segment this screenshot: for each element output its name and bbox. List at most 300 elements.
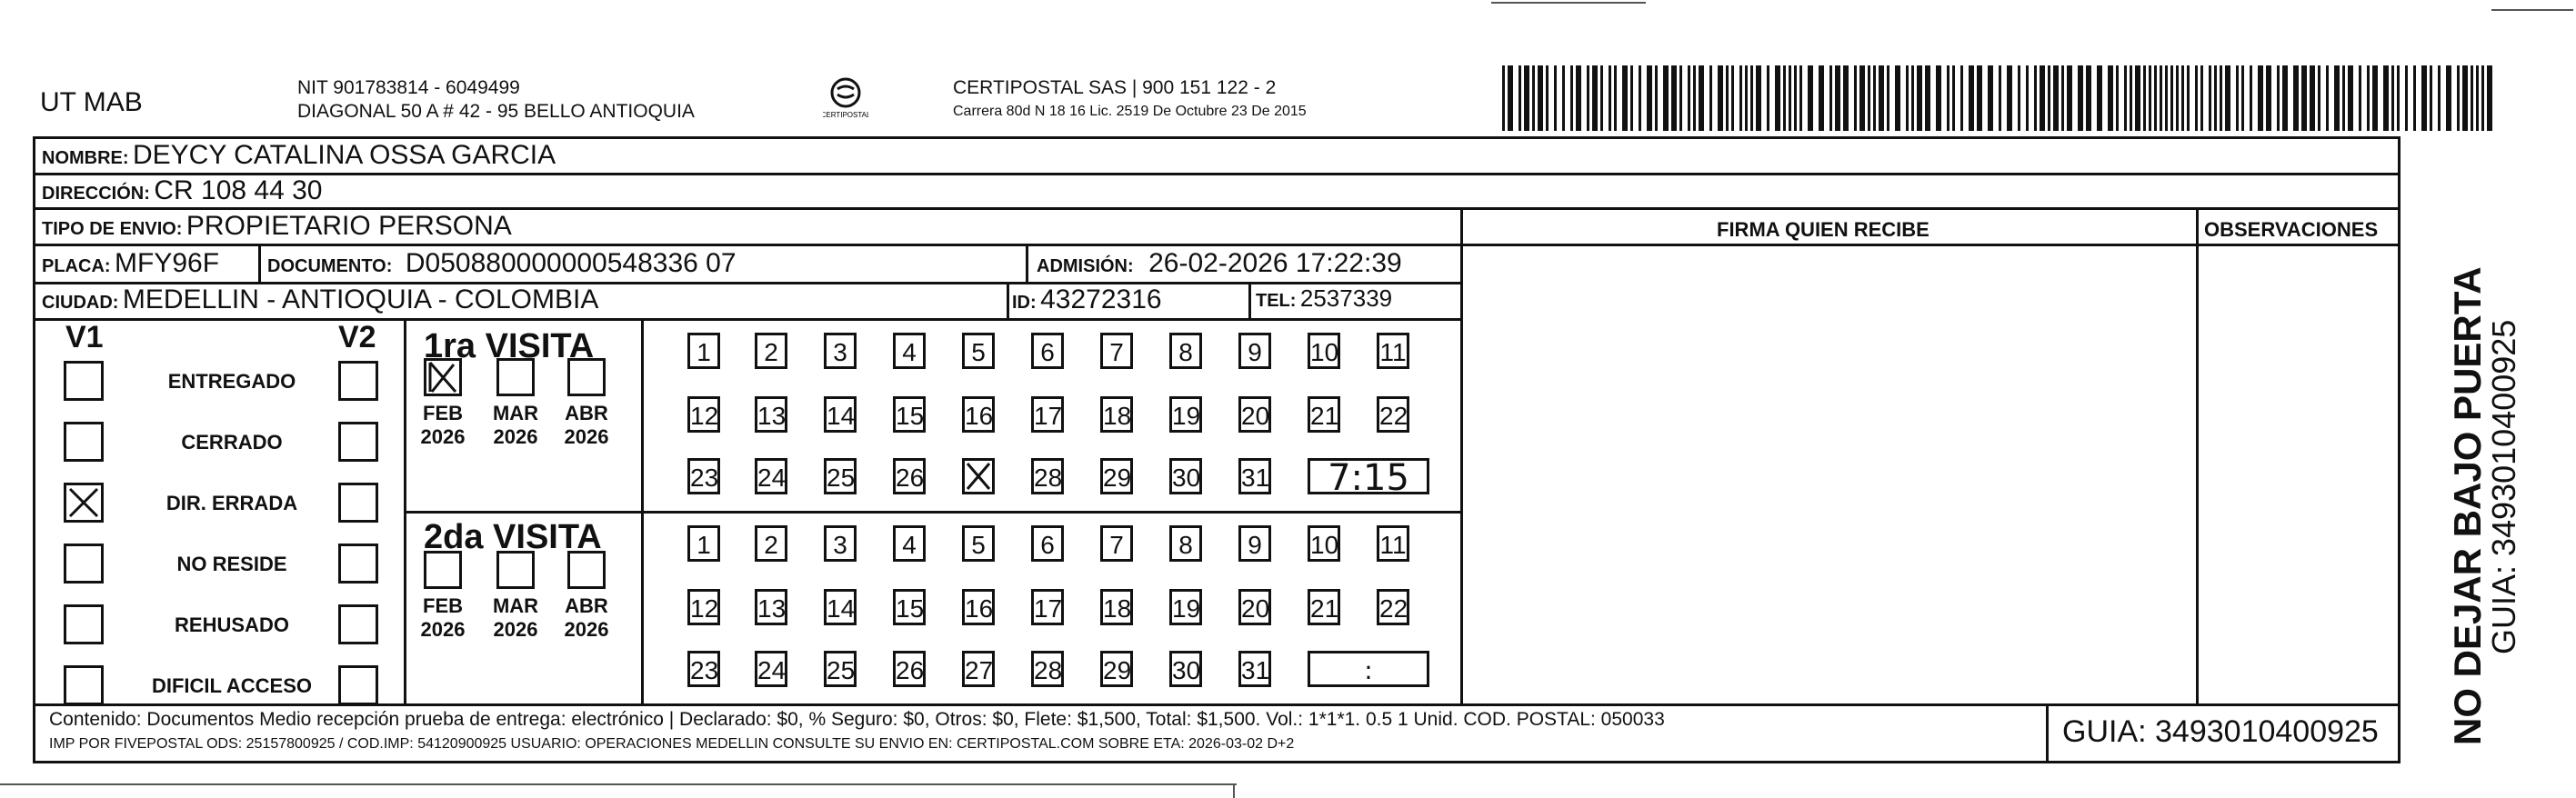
v2-checkbox[interactable] <box>338 422 378 462</box>
v1-checkbox[interactable] <box>64 483 104 523</box>
ciudad-value: MEDELLIN - ANTIOQUIA - COLOMBIA <box>122 284 599 314</box>
barcode-bar <box>1917 65 1922 131</box>
barcode-bar <box>2241 65 2244 131</box>
status-label: DIR. ERRADA <box>165 492 298 514</box>
barcode-bar <box>1679 65 1682 131</box>
visit2-month-name: FEB <box>423 594 463 617</box>
sender-address: DIAGONAL 50 A # 42 - 95 BELLO ANTIOQUIA <box>297 101 695 122</box>
firma-header: FIRMA QUIEN RECIBE <box>1717 218 1929 241</box>
visit2-title: 2da VISITA <box>424 518 602 556</box>
placa-label: PLACA: <box>42 256 111 276</box>
tipo-row <box>42 213 512 240</box>
visit2-day-box[interactable]: 12 <box>687 589 720 625</box>
barcode-bar <box>1671 65 1677 131</box>
barcode-bar <box>1911 65 1914 131</box>
barcode-bar <box>2334 65 2340 131</box>
barcode-bar <box>1524 65 1529 131</box>
visit1-day-box[interactable]: 22 <box>1377 396 1409 433</box>
barcode-bar <box>1508 65 1513 131</box>
barcode-bar <box>2187 65 2190 131</box>
visit2-month-year: 2026 <box>420 618 466 641</box>
documento-cell <box>267 250 737 277</box>
admision-cell <box>1037 250 1402 277</box>
barcode-bar <box>2471 65 2473 131</box>
barcode-bar <box>1726 65 1729 131</box>
barcode-bar <box>1745 65 1748 131</box>
visit2-day-box[interactable]: 26 <box>893 651 926 687</box>
visit1-month-label <box>411 402 475 449</box>
barcode-bar <box>1587 65 1589 131</box>
barcode-bar <box>2026 65 2029 131</box>
visit2-day-box[interactable]: 8 <box>1169 525 1202 562</box>
barcode-bar <box>2282 65 2288 131</box>
v2-checkbox[interactable] <box>338 483 378 523</box>
barcode-bar <box>2154 65 2157 131</box>
direccion-row <box>42 177 322 204</box>
barcode-bar <box>1622 65 1628 131</box>
barcode-bar <box>2053 65 2059 131</box>
barcode-bar <box>2135 65 2140 131</box>
direccion-label: DIRECCIÓN: <box>42 184 150 204</box>
visit1-month-name: ABR <box>565 402 608 424</box>
visit1-month-name: MAR <box>492 402 539 424</box>
scan-edge-line <box>1233 783 1235 798</box>
barcode-bar <box>2236 65 2239 131</box>
barcode-bar <box>2160 65 2162 131</box>
check-x-icon <box>965 461 992 492</box>
barcode-bar <box>1693 65 1696 131</box>
barcode-bar <box>1859 65 1865 131</box>
barcode-bar <box>2397 65 2400 131</box>
visit2-day-box[interactable]: 31 <box>1238 651 1271 687</box>
barcode-bar <box>2446 65 2451 131</box>
id-cell <box>1012 286 1162 314</box>
v1-checkbox[interactable] <box>64 544 104 584</box>
barcode-bar <box>1630 65 1633 131</box>
status-label: REHUSADO <box>175 613 289 636</box>
visit2-day-box[interactable]: 11 <box>1377 525 1409 562</box>
placa-cell <box>42 250 219 277</box>
barcode-bar <box>2476 65 2479 131</box>
direccion-value: CR 108 44 30 <box>154 175 323 205</box>
v1-checkbox[interactable] <box>64 604 104 644</box>
sender-nit: NIT 901783814 - 6049499 <box>297 77 520 98</box>
visit1-day-box[interactable]: 20 <box>1238 396 1271 433</box>
visit2-day-box[interactable]: 17 <box>1031 589 1064 625</box>
visit1-day-box[interactable]: 23 <box>687 458 720 494</box>
barcode-bar <box>2086 65 2091 131</box>
visit2-day-box[interactable]: 6 <box>1031 525 1064 562</box>
row-divider <box>1463 244 2401 246</box>
barcode-bar <box>1906 65 1909 131</box>
visit2-day-box[interactable]: 16 <box>962 589 995 625</box>
barcode-bar <box>1936 65 1941 131</box>
v2-checkbox[interactable] <box>338 544 378 584</box>
barcode-bar <box>2034 65 2037 131</box>
visit2-day-box[interactable]: 24 <box>755 651 787 687</box>
barcode-bar <box>2413 65 2416 131</box>
barcode-bar <box>2061 65 2064 131</box>
barcode-bar <box>1592 65 1598 131</box>
visit1-day-box[interactable]: 14 <box>824 396 857 433</box>
visit2-day-box[interactable]: 15 <box>893 589 926 625</box>
visit2-day-box[interactable]: 22 <box>1377 589 1409 625</box>
visit2-day-box[interactable]: 23 <box>687 651 720 687</box>
documento-label: DOCUMENTO: <box>267 256 393 276</box>
side-warning: NO DEJAR BAJO PUERTA <box>2446 266 2489 745</box>
visit2-day-box[interactable]: 4 <box>893 525 926 562</box>
barcode-bar <box>1895 65 1900 131</box>
barcode-bar <box>2421 65 2427 131</box>
barcode-bar <box>1554 65 1557 131</box>
barcode-bar <box>1789 65 1791 131</box>
visit2-month-checkbox[interactable] <box>567 551 606 589</box>
visit1-day-box[interactable]: 8 <box>1169 333 1202 369</box>
row-divider <box>33 244 1463 246</box>
v1-checkbox[interactable] <box>64 665 104 705</box>
visit2-month-year: 2026 <box>493 618 538 641</box>
barcode-bar <box>2220 65 2222 131</box>
visit2-month-name: ABR <box>565 594 608 617</box>
visit2-day-box[interactable]: 27 <box>962 651 995 687</box>
visit1-day-box[interactable]: 28 <box>1031 458 1064 494</box>
observaciones-header: OBSERVACIONES <box>2204 218 2379 241</box>
id-label: ID: <box>1012 293 1037 313</box>
visit2-day-box[interactable]: 30 <box>1169 651 1202 687</box>
barcode-bar <box>2165 65 2168 131</box>
barcode-bar <box>1988 65 1993 131</box>
barcode-bar <box>1538 65 1543 131</box>
scan-edge-line <box>1491 2 1646 4</box>
visit2-time-box[interactable]: : <box>1308 651 1429 687</box>
barcode-bar <box>2277 65 2280 131</box>
barcode-bar <box>2372 65 2378 131</box>
barcode-bar <box>2258 65 2263 131</box>
barcode-bar <box>1739 65 1742 131</box>
barcode-bar <box>2318 65 2320 131</box>
barcode-bar <box>1546 65 1549 131</box>
visit2-day-box[interactable]: 28 <box>1031 651 1064 687</box>
visit1-day-box[interactable]: 7 <box>1100 333 1133 369</box>
col-divider-id <box>1007 282 1009 318</box>
check-x-icon <box>66 485 101 520</box>
row-divider <box>33 173 2401 175</box>
barcode-bar <box>2007 65 2012 131</box>
visit1-day-box[interactable]: 26 <box>893 458 926 494</box>
barcode-bar <box>2342 65 2345 131</box>
visit2-day-box[interactable]: 18 <box>1100 589 1133 625</box>
barcode-bar <box>1835 65 1840 131</box>
barcode-bar <box>1925 65 1930 131</box>
row-divider <box>33 318 1463 321</box>
barcode-bar <box>1532 65 1535 131</box>
visit1-month-checkbox[interactable] <box>496 358 535 396</box>
visit2-day-box[interactable]: 14 <box>824 589 857 625</box>
visit2-month-name: MAR <box>492 594 539 617</box>
barcode-bar <box>1794 65 1797 131</box>
barcode-bar <box>2405 65 2408 131</box>
nombre-value: DEYCY CATALINA OSSA GARCIA <box>133 140 556 170</box>
footer-contents: Contenido: Documentos Medio recepción prueba de entrega: electrónico | Declarado: $0, % Seguro: $0, Otros: $0, Flete: $1,500, Total: $1,500. Vol.: 1*1*1. 0.5 1 Unid. COD. POSTAL: 050033 <box>49 709 1665 730</box>
barcode-bar <box>1952 65 1955 131</box>
barcode-bar <box>1969 65 1974 131</box>
guia-divider <box>2046 703 2049 763</box>
visit1-day-box[interactable]: 15 <box>893 396 926 433</box>
barcode-bar <box>1609 65 1611 131</box>
barcode-bar <box>2383 65 2389 131</box>
status-label: NO RESIDE <box>176 553 287 575</box>
barcode-bar <box>1843 65 1849 131</box>
footer-print-info: IMP POR FIVEPOSTAL ODS: 25157800925 / COD.IMP: 54120900925 USUARIO: OPERACIONES MEDELLIN CONSULTE SU ENVIO EN: CERTIPOSTAL.COM SOBRE ETA: 2026-03-02 D+2 <box>49 736 1295 752</box>
visit2-month-label <box>555 594 618 642</box>
col-divider-tel <box>1248 282 1251 318</box>
company-address: Carrera 80d N 18 16 Lic. 2519 De Octubre 23 De 2015 <box>953 104 1307 119</box>
visit1-day-box[interactable]: 30 <box>1169 458 1202 494</box>
visit1-day-box[interactable]: 13 <box>755 396 787 433</box>
v1-header: V1 <box>65 320 104 354</box>
barcode-bar <box>2200 65 2203 131</box>
visit2-day-box[interactable]: 19 <box>1169 589 1202 625</box>
visit2-day-box[interactable]: 20 <box>1238 589 1271 625</box>
barcode-bar <box>1731 65 1734 131</box>
visit2-day-box[interactable]: 3 <box>824 525 857 562</box>
barcode-bar <box>1887 65 1889 131</box>
nombre-row <box>42 142 556 169</box>
barcode-bar <box>1799 65 1802 131</box>
visit1-day-box[interactable]: 19 <box>1169 396 1202 433</box>
visit1-day-box[interactable]: 17 <box>1031 396 1064 433</box>
visit1-day-box[interactable]: 16 <box>962 396 995 433</box>
barcode-bar <box>1775 65 1780 131</box>
visit1-day-box[interactable]: 2 <box>755 333 787 369</box>
sender-name: UT MAB <box>40 87 143 117</box>
visit1-day-box[interactable]: 3 <box>824 333 857 369</box>
visit1-title: 1ra VISITA <box>424 327 595 365</box>
barcode-bar <box>2181 65 2184 131</box>
visit1-month-year: 2026 <box>493 425 538 448</box>
nombre-label: NOMBRE: <box>42 148 129 168</box>
barcode-bar <box>1709 65 1712 131</box>
status-label: ENTREGADO <box>167 370 296 393</box>
barcode-bar <box>1819 65 1824 131</box>
barcode-bar <box>2457 65 2460 131</box>
visit1-day-box[interactable]: 12 <box>687 396 720 433</box>
barcode-bar <box>2124 65 2127 131</box>
placa-value: MFY96F <box>115 248 220 278</box>
visit1-day-box[interactable]: 31 <box>1238 458 1271 494</box>
barcode-bar <box>2438 65 2441 131</box>
tel-value: 2537339 <box>1299 284 1393 312</box>
visit2-month-year: 2026 <box>564 618 609 641</box>
v2-checkbox[interactable] <box>338 604 378 644</box>
status-label: CERRADO <box>181 431 283 454</box>
company-name: CERTIPOSTAL SAS | 900 151 122 - 2 <box>953 77 1277 98</box>
visit1-month-checkbox[interactable] <box>424 358 462 396</box>
admision-label: ADMISIÓN: <box>1037 256 1134 276</box>
barcode-bar <box>1655 65 1658 131</box>
v2-header: V2 <box>338 320 376 354</box>
barcode-bar <box>1519 65 1521 131</box>
barcode-bar <box>1767 65 1769 131</box>
barcode-bar <box>2266 65 2271 131</box>
visit1-month-label <box>555 402 618 449</box>
barcode-bar <box>2225 65 2230 131</box>
visit2-day-box[interactable]: 9 <box>1238 525 1271 562</box>
barcode-bar <box>1947 65 1950 131</box>
tipo-value: PROPIETARIO PERSONA <box>185 211 512 241</box>
barcode-bar <box>2214 65 2217 131</box>
visit2-month-label <box>484 594 547 642</box>
visit2-day-box[interactable]: 5 <box>962 525 995 562</box>
visit1-day-box[interactable] <box>962 458 995 494</box>
visit1-day-box[interactable]: 10 <box>1308 333 1340 369</box>
v1-checkbox[interactable] <box>64 361 104 401</box>
barcode-bar <box>1600 65 1603 131</box>
barcode-bar <box>1688 65 1690 131</box>
barcode-bar <box>2018 65 2020 131</box>
side-guia: GUIA: 3493010400925 <box>2485 319 2522 654</box>
row-divider <box>33 207 2401 210</box>
barcode-bar <box>2040 65 2045 131</box>
col-divider-obs <box>2196 207 2199 703</box>
status-label: DIFICIL ACCESO <box>151 674 312 697</box>
barcode-bar <box>2481 65 2484 131</box>
visit2-month-checkbox[interactable] <box>424 551 462 589</box>
documento-value: D050880000000548336 07 <box>405 248 737 278</box>
col-divider-placa <box>258 244 261 282</box>
visit2-day-box[interactable]: 2 <box>755 525 787 562</box>
barcode-bar <box>2048 65 2050 131</box>
barcode-bar <box>1868 65 1870 131</box>
barcode-bar <box>2301 65 2307 131</box>
barcode-bar <box>2130 65 2132 131</box>
v2-checkbox[interactable] <box>338 361 378 401</box>
barcode-bar <box>2430 65 2432 131</box>
barcode-bar <box>1808 65 1813 131</box>
visit1-month-year: 2026 <box>564 425 609 448</box>
visit2-day-box[interactable]: 10 <box>1308 525 1340 562</box>
visit1-day-box[interactable]: 21 <box>1308 396 1340 433</box>
barcode-bar <box>1999 65 2001 131</box>
barcode-bar <box>1614 65 1617 131</box>
barcode-bar <box>2359 65 2361 131</box>
visit2-day-box[interactable]: 7 <box>1100 525 1133 562</box>
barcode-bar <box>2116 65 2119 131</box>
barcode-bar <box>1639 65 1641 131</box>
barcode-bar <box>2209 65 2211 131</box>
barcode-bar <box>2462 65 2468 131</box>
visit-divider <box>404 511 1463 514</box>
barcode-bar <box>1879 65 1884 131</box>
barcode-bar <box>2067 65 2072 131</box>
barcode-bar <box>1699 65 1704 131</box>
barcode-bar <box>2310 65 2315 131</box>
visit1-day-box[interactable]: 24 <box>755 458 787 494</box>
v1-checkbox[interactable] <box>64 422 104 462</box>
visit1-day-box[interactable]: 9 <box>1238 333 1271 369</box>
visit1-month-name: FEB <box>423 402 463 424</box>
barcode-bar <box>2097 65 2102 131</box>
tel-label: TEL: <box>1256 291 1297 311</box>
ciudad-cell <box>42 286 598 314</box>
barcode-bar <box>1718 65 1723 131</box>
visit1-day-box[interactable]: 18 <box>1100 396 1133 433</box>
visit1-day-box[interactable]: 1 <box>687 333 720 369</box>
barcode-bar <box>1502 65 1505 131</box>
visit2-day-box[interactable]: 29 <box>1100 651 1133 687</box>
scan-edge-line <box>2491 9 2573 11</box>
tel-cell <box>1256 286 1392 310</box>
visit1-day-box[interactable]: 11 <box>1377 333 1409 369</box>
barcode-bar <box>2391 65 2394 131</box>
barcode-bar <box>2195 65 2198 131</box>
barcode-bar <box>2293 65 2299 131</box>
barcode-bar <box>1756 65 1761 131</box>
barcode-bar <box>2108 65 2113 131</box>
visit2-day-box[interactable]: 21 <box>1308 589 1340 625</box>
visit2-day-box[interactable]: 13 <box>755 589 787 625</box>
visit1-month-year: 2026 <box>420 425 466 448</box>
barcode-bar <box>2176 65 2179 131</box>
visit1-time-box[interactable]: 7:15 <box>1308 458 1429 494</box>
tipo-label: TIPO DE ENVIO: <box>42 219 183 239</box>
visit1-day-box[interactable]: 5 <box>962 333 995 369</box>
ciudad-label: CIUDAD: <box>42 293 119 313</box>
certipostal-logo <box>823 75 868 122</box>
barcode-bar <box>2326 65 2329 131</box>
barcode-bar <box>1570 65 1573 131</box>
col-divider-admision <box>1026 244 1028 282</box>
barcode-bar <box>2367 65 2370 131</box>
visit2-month-checkbox[interactable] <box>496 551 535 589</box>
visit2-day-box[interactable]: 25 <box>824 651 857 687</box>
scan-edge-line <box>0 783 1237 785</box>
visit1-day-box[interactable]: 4 <box>893 333 926 369</box>
barcode-bar <box>2348 65 2353 131</box>
check-x-icon <box>426 361 459 394</box>
barcode-bar <box>1977 65 1982 131</box>
visit2-day-box[interactable]: 1 <box>687 525 720 562</box>
visit1-month-label <box>484 402 547 449</box>
barcode-bar <box>2170 65 2173 131</box>
admision-value: 26-02-2026 17:22:39 <box>1148 248 1402 278</box>
barcode-bar <box>2487 65 2492 131</box>
visit1-day-box[interactable]: 29 <box>1100 458 1133 494</box>
barcode-bar <box>2250 65 2252 131</box>
v2-checkbox[interactable] <box>338 665 378 705</box>
barcode-bar <box>2149 65 2151 131</box>
col-divider-firma <box>1460 207 1463 703</box>
id-value: 43272316 <box>1040 284 1162 314</box>
barcode-bar <box>1854 65 1857 131</box>
barcode-bar <box>1576 65 1581 131</box>
visit1-day-box[interactable]: 6 <box>1031 333 1064 369</box>
barcode-bar <box>1647 65 1652 131</box>
barcode-bar <box>1873 65 1876 131</box>
certipostal-logo-icon <box>823 75 868 122</box>
barcode-bar <box>2078 65 2083 131</box>
barcode-bar <box>1960 65 1963 131</box>
barcode-bar <box>1663 65 1669 131</box>
visit2-month-label <box>411 594 475 642</box>
visit1-day-box[interactable]: 25 <box>824 458 857 494</box>
visit1-month-checkbox[interactable] <box>567 358 606 396</box>
barcode-bar <box>1562 65 1565 131</box>
barcode-bar <box>1783 65 1786 131</box>
footer-guia: GUIA: 3493010400925 <box>2062 714 2379 749</box>
svg-text:CERTIPOSTAL: CERTIPOSTAL <box>823 111 868 119</box>
barcode-bar <box>1829 65 1832 131</box>
